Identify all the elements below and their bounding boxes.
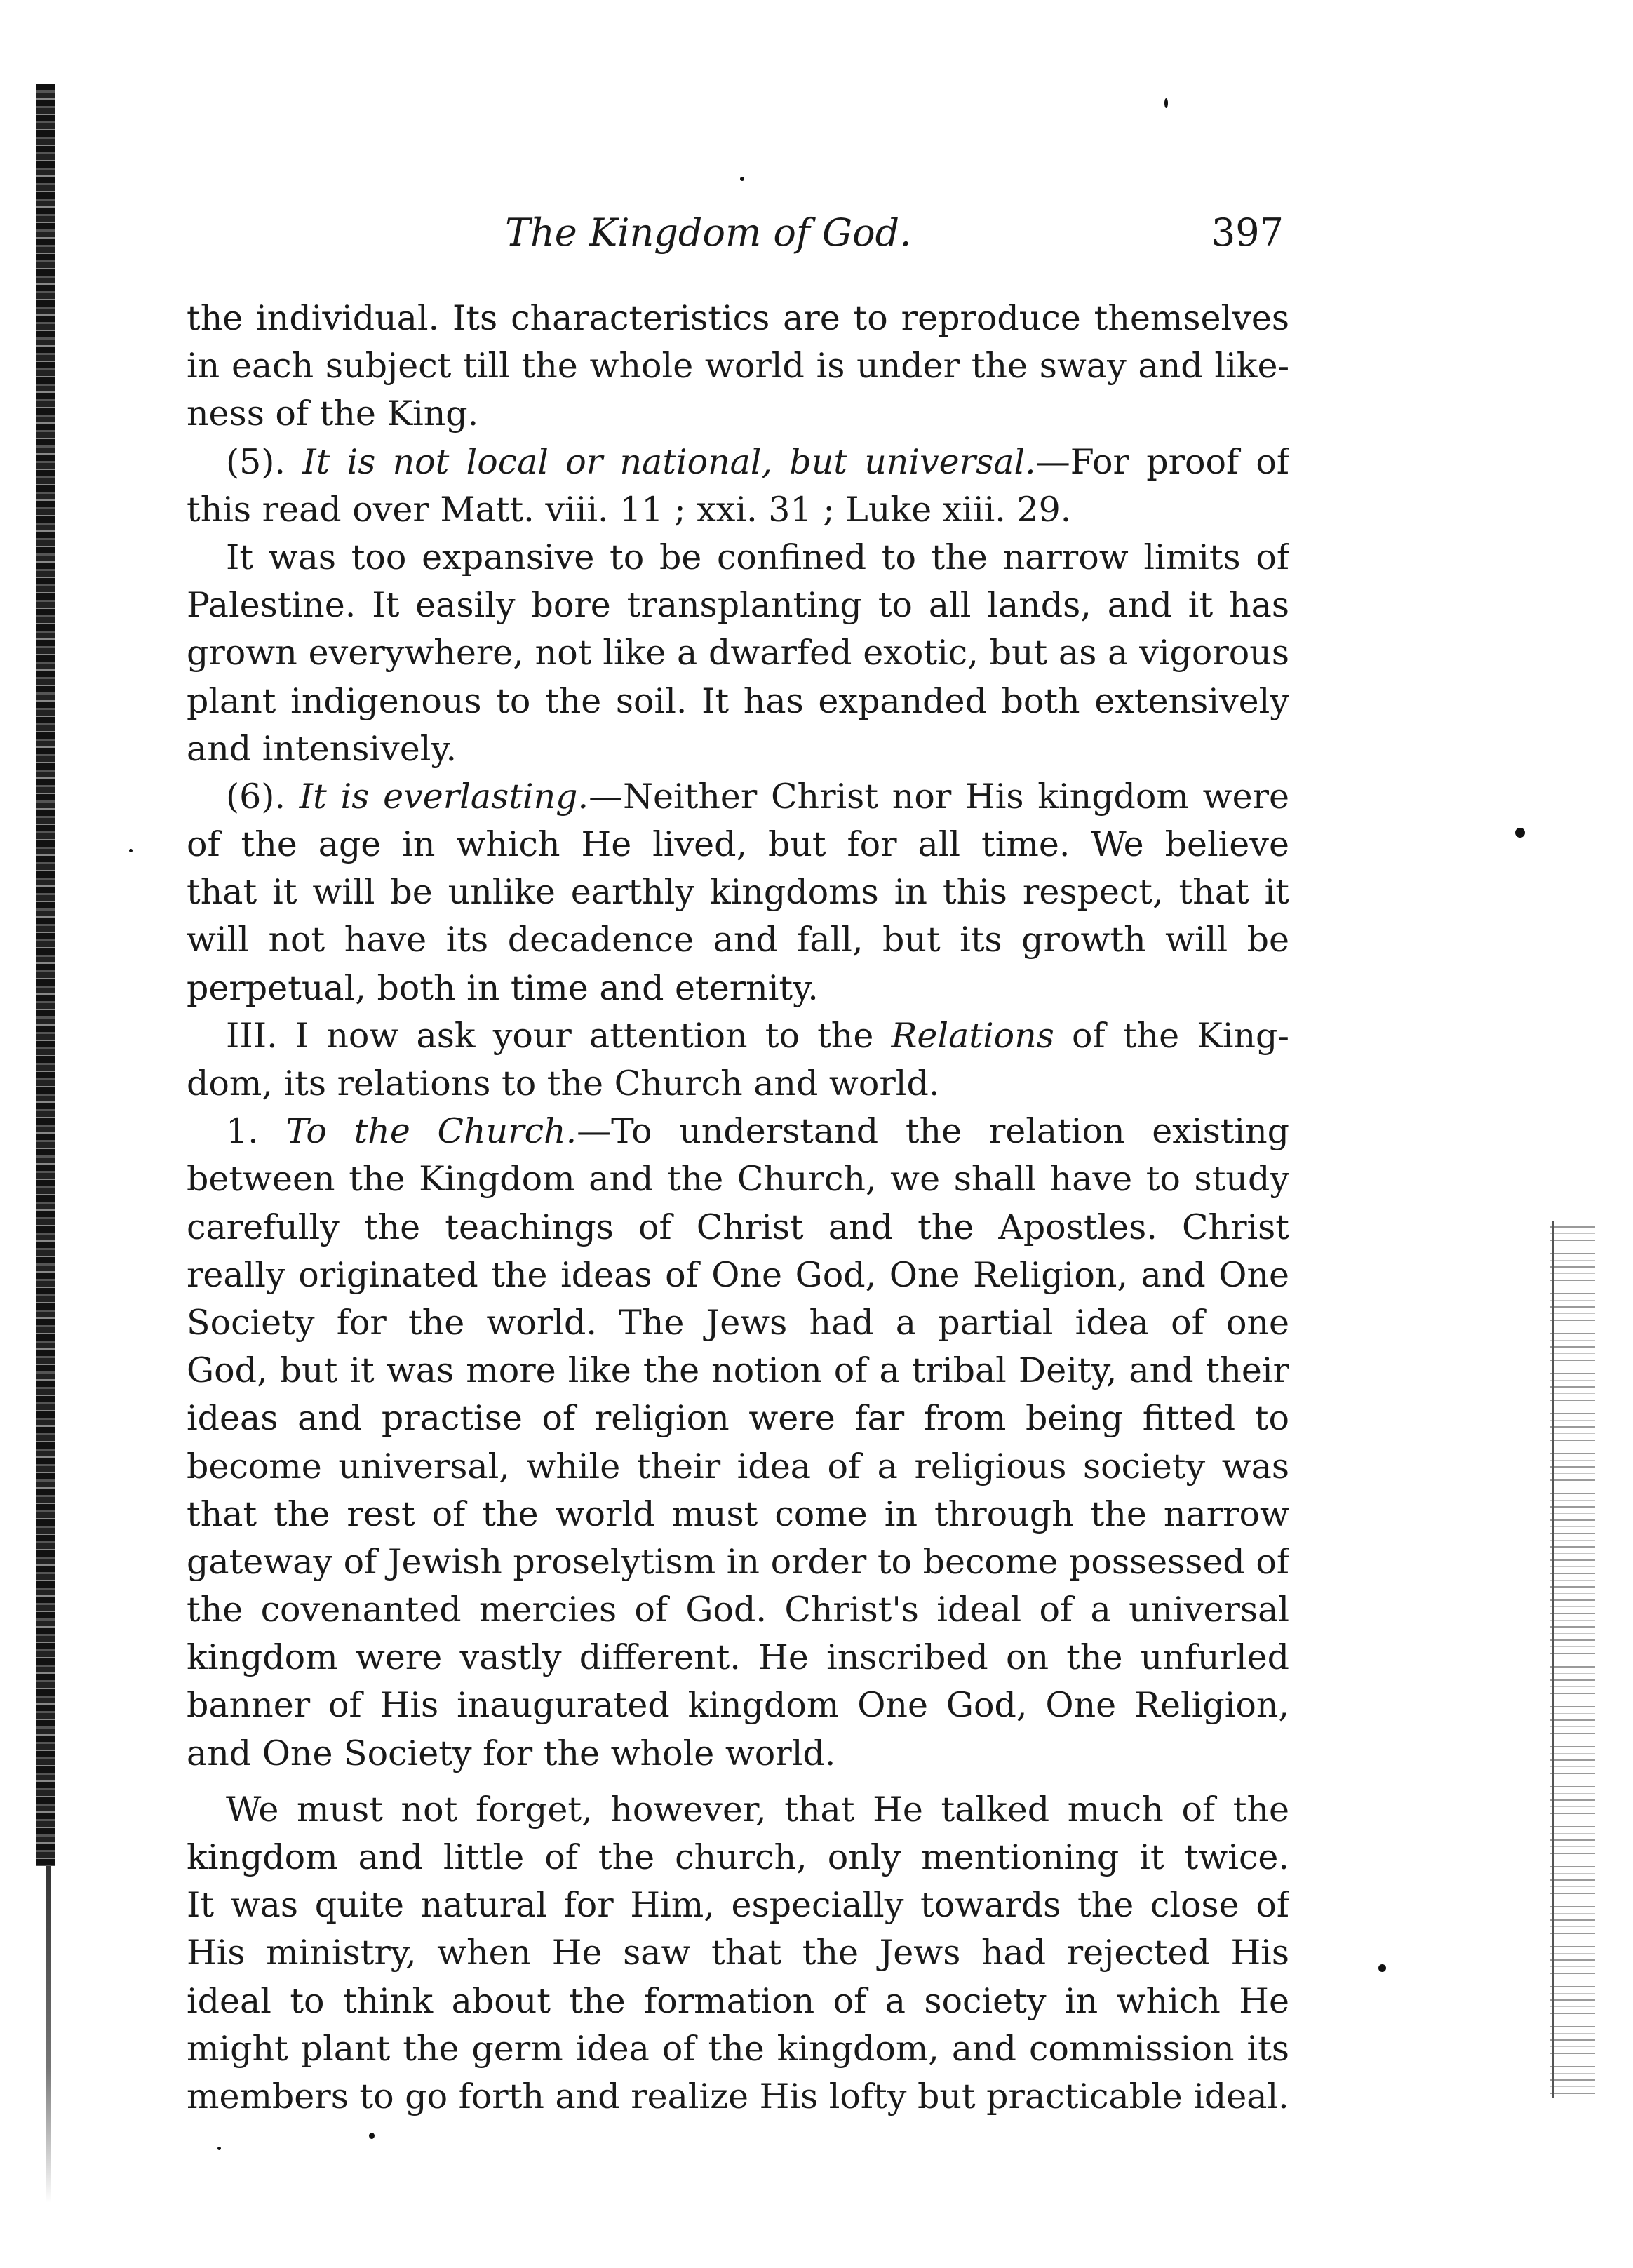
text-line: ideas and practise of religion were far from being fitted to [187,1398,1289,1439]
text-line: (6). It is everlasting.—Neither Christ nor His kingdom were [226,776,1289,817]
page-edge-line [1552,1221,1554,2098]
running-head [189,210,1284,267]
ink-speck [1378,1964,1386,1972]
text-line: this read over Matt. viii. 11 ; xxi. 31 ; Luke xiii. 29. [187,489,1072,530]
page-edge-texture [1550,1221,1595,2098]
ink-speck [129,849,133,852]
text-line: the covenanted mercies of God. Christ's ideal of a universal [187,1590,1289,1630]
text-line: Palestine. It easily bore transplanting to all lands, and it has [187,585,1289,626]
ink-speck [217,2147,221,2150]
text-line: will not have its decadence and fall, but its growth will be [187,920,1289,960]
text-line: that it will be unlike earthly kingdoms in this respect, that it [187,872,1289,913]
ink-speck [1515,828,1525,838]
text-line: (5). It is not local or national, but universal.—For proof of [226,441,1289,482]
text-line: kingdom were vastly different. He inscribed on the unfurled [187,1637,1289,1678]
binding-shadow [36,84,55,1866]
text-line: and intensively. [187,728,457,769]
text-line: God, but it was more like the notion of a tribal Deity, and their [187,1350,1289,1391]
ink-speck [740,177,744,181]
text-line: ideal to think about the formation of a society in which He [187,1980,1289,2021]
text-line: banner of His inaugurated kingdom One God, One Religion, [187,1685,1289,1726]
text-line: become universal, while their idea of a religious society was [187,1446,1289,1487]
text-line: It was too expansive to be confined to the narrow limits of [226,537,1289,577]
text-line: between the Kingdom and the Church, we shall have to study [187,1159,1289,1200]
text-line: carefully the teachings of Christ and the Apostles. Christ [187,1207,1289,1247]
text-line: plant indigenous to the soil. It has expanded both extensively [187,680,1289,721]
text-line: His ministry, when He saw that the Jews had rejected His [187,1933,1289,1973]
text-line: in each subject till the whole world is under the sway and like- [187,346,1289,387]
text-line: members to go forth and realize His lofty but practicable ideal. [187,2076,1289,2116]
ink-speck [1164,98,1168,108]
text-line: of the age in which He lived, but for all time. We believe [187,824,1289,865]
body-text [187,295,1289,2121]
page-number: 397 [1211,210,1284,255]
text-line: III. I now ask your attention to the Relations of the King- [226,1015,1289,1056]
text-line: Society for the world. The Jews had a partial idea of one [187,1302,1289,1343]
text-line: and One Society for the whole world. [187,1733,836,1773]
text-line: It was quite natural for Him, especially towards the close of [187,1885,1289,1926]
text-line: gateway of Jewish proselytism in order to become possessed of [187,1541,1289,1582]
binding-shadow-tail [46,1866,51,2203]
text-line: 1. To the Church.—To understand the relation existing [226,1111,1289,1152]
text-line: might plant the germ idea of the kingdom, and commission its [187,2028,1289,2069]
text-line: ness of the King. [187,394,479,434]
text-line: the individual. Its characteristics are to reproduce themselves [187,298,1289,338]
text-line: perpetual, both in time and eternity. [187,967,819,1008]
text-line: grown everywhere, not like a dwarfed exotic, but as a vigorous [187,633,1289,673]
text-line: dom, its relations to the Church and world. [187,1063,940,1103]
running-title: The Kingdom of God. [505,210,912,255]
text-line: We must not forget, however, that He talked much of the [226,1789,1289,1830]
ink-speck [369,2133,375,2139]
text-line: kingdom and little of the church, only mentioning it twice. [187,1837,1289,1877]
text-line: that the rest of the world must come in through the narrow [187,1494,1289,1534]
text-line: really originated the ideas of One God, One Religion, and One [187,1254,1289,1295]
